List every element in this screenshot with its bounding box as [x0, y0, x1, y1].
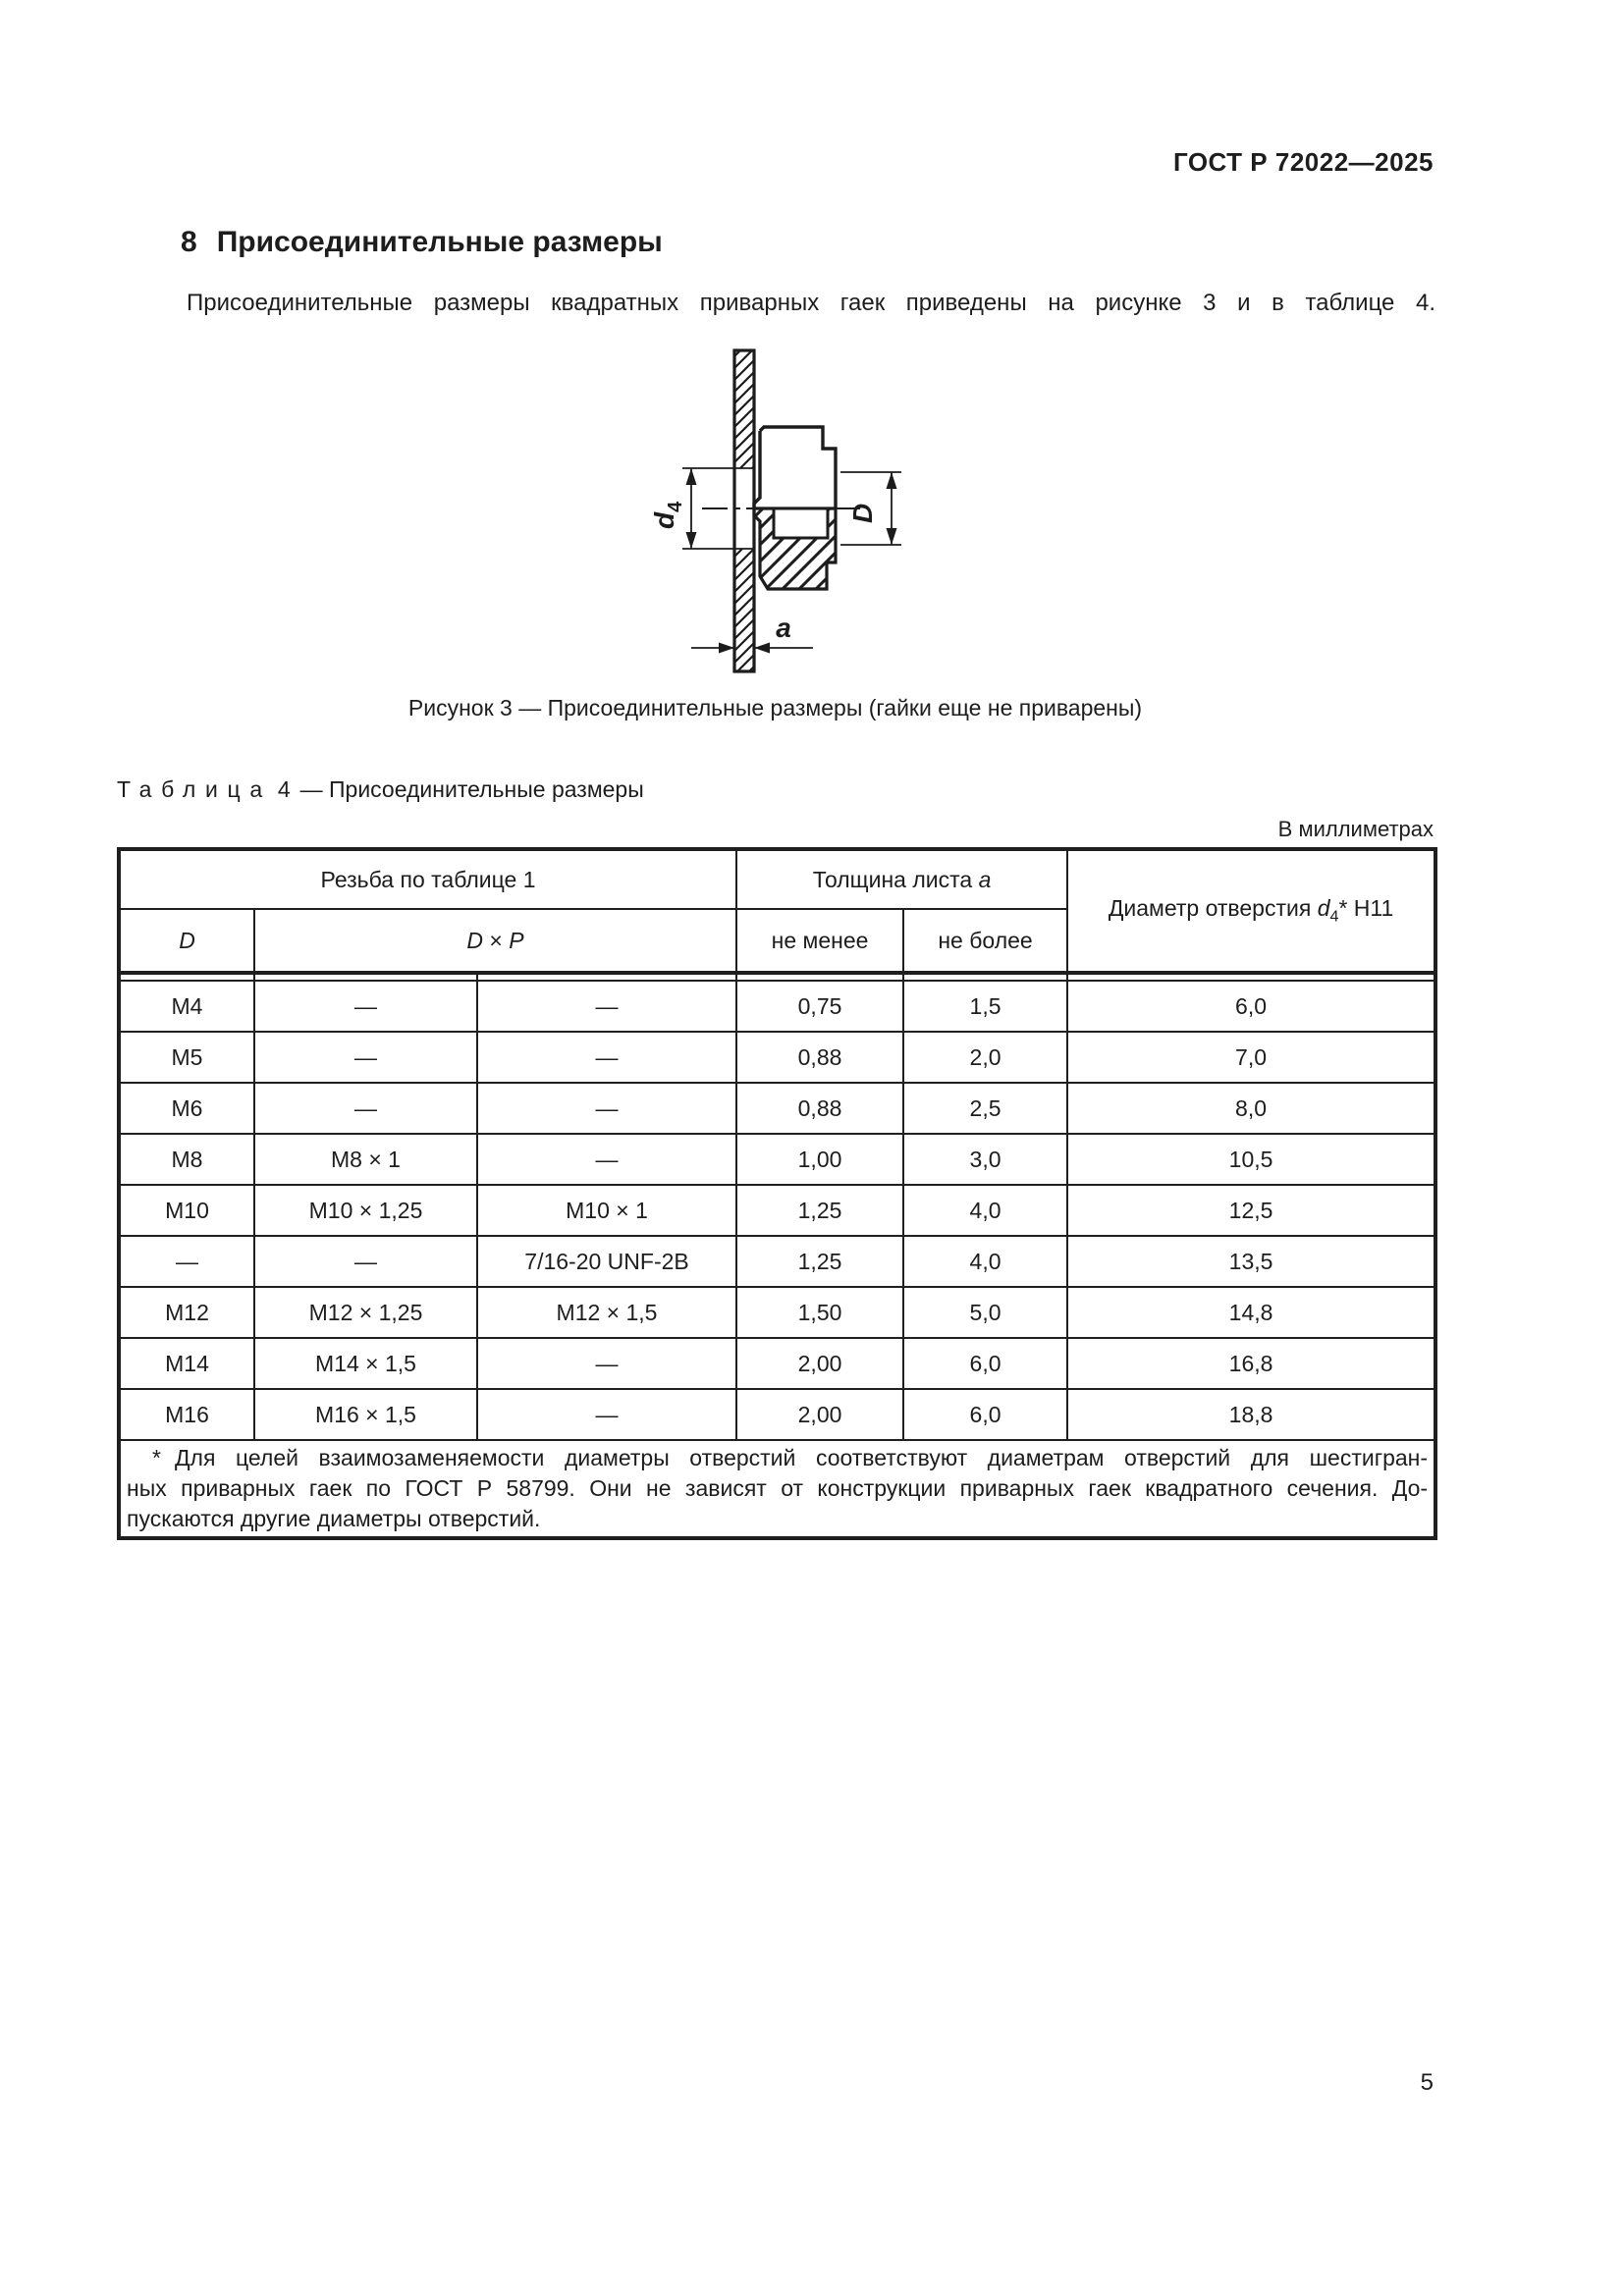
col-header-max: не более	[903, 909, 1067, 973]
label-D: D	[847, 503, 878, 523]
table-cell: —	[254, 1083, 477, 1134]
table-cell: M10 × 1,25	[254, 1185, 477, 1236]
table-cell: 7,0	[1067, 1032, 1435, 1083]
table-cell: —	[119, 1236, 254, 1287]
table-cell: 4,0	[903, 1185, 1067, 1236]
table-cell: —	[477, 1389, 736, 1440]
table-cell: —	[477, 1338, 736, 1389]
table-cell: M12 × 1,25	[254, 1287, 477, 1338]
table-cell: 2,5	[903, 1083, 1067, 1134]
table-cell: 13,5	[1067, 1236, 1435, 1287]
table-row	[119, 1236, 1435, 1287]
table-cell: —	[477, 1083, 736, 1134]
section-title: Присоединительные размеры	[216, 226, 663, 258]
table-cell: M10 × 1	[477, 1185, 736, 1236]
table-footnote	[119, 1440, 1435, 1538]
table-cell: —	[477, 1134, 736, 1185]
footnote-line: пускаются другие диаметры отверстий.	[127, 1506, 541, 1531]
units-note: В миллиметрах	[1277, 817, 1434, 841]
section-number: 8	[181, 226, 197, 258]
table-cell: 6,0	[903, 1389, 1067, 1440]
page-number: 5	[1420, 2069, 1434, 2096]
table-cell: —	[477, 1032, 736, 1083]
doc-code: ГОСТ Р 72022—2025	[1172, 147, 1434, 177]
nut-outline-upper	[754, 427, 836, 508]
table-row	[119, 1032, 1435, 1083]
table-row	[119, 1134, 1435, 1185]
table-cell: M12 × 1,5	[477, 1287, 736, 1338]
table-cell: 0,88	[736, 1032, 903, 1083]
table-cell: 2,00	[736, 1389, 903, 1440]
table-cell: 7/16-20 UNF-2B	[477, 1236, 736, 1287]
table-cell: 0,88	[736, 1083, 903, 1134]
table-cell: 6,0	[903, 1338, 1067, 1389]
table-cell: 3,0	[903, 1134, 1067, 1185]
table-row	[119, 1287, 1435, 1338]
d4-arrow-down	[686, 532, 697, 549]
label-d4: $d_4$	[649, 501, 686, 529]
table-cell: M14	[119, 1338, 254, 1389]
table-cell: M16 × 1,5	[254, 1389, 477, 1440]
col-header-hole-diameter: Диаметр отверстия $d_4*$ Н11	[1067, 849, 1435, 973]
table-row	[119, 1185, 1435, 1236]
table-cell: M8 × 1	[254, 1134, 477, 1185]
table-cell: 2,0	[903, 1032, 1067, 1083]
table-cell: M8	[119, 1134, 254, 1185]
lead-paragraph: Присоединительные размеры квадратных приварных гаек приведены на рисунке 3 и в таблице 4.	[187, 290, 1435, 316]
table-row	[119, 1083, 1435, 1134]
header-body-divider	[119, 973, 1435, 981]
table-cell: 6,0	[1067, 981, 1435, 1032]
table-cell: —	[254, 1236, 477, 1287]
table-row	[119, 981, 1435, 1032]
table-caption	[117, 776, 1434, 803]
plate-upper-hatch	[734, 350, 754, 468]
table-cell: M14 × 1,5	[254, 1338, 477, 1389]
table-cell: M5	[119, 1032, 254, 1083]
table-cell: —	[254, 1032, 477, 1083]
table-cell: 1,5	[903, 981, 1067, 1032]
table-caption-title: Присоединительные размеры	[329, 776, 644, 802]
footnote-asterisk: *	[152, 1445, 161, 1470]
table-cell: 1,25	[736, 1185, 903, 1236]
D-arrow-up	[887, 472, 897, 489]
table-cell: 1,25	[736, 1236, 903, 1287]
d4-arrow-up	[686, 468, 697, 485]
table-row	[119, 1338, 1435, 1389]
table-row	[119, 1389, 1435, 1440]
label-a: a	[776, 613, 791, 643]
table-cell: M4	[119, 981, 254, 1032]
table-cell: 1,00	[736, 1134, 903, 1185]
table-cell: 18,8	[1067, 1389, 1435, 1440]
footnote-line: ных приварных гаек по ГОСТ Р 58799. Они не зависят от конструкции приварных гаек квадратного сечения. До-	[127, 1475, 1429, 1501]
table-cell: 1,50	[736, 1287, 903, 1338]
table-cell: 2,00	[736, 1338, 903, 1389]
table-footnote-row	[119, 1440, 1435, 1538]
nut-bore	[774, 508, 828, 538]
a-arrow-right	[719, 643, 734, 654]
col-header-thread-group: Резьба по таблице 1	[119, 849, 736, 909]
col-header-thickness: Толщина листа a	[736, 849, 1067, 909]
table-cell: M6	[119, 1083, 254, 1134]
figure-3-drawing	[609, 329, 1070, 694]
col-header-d: D	[119, 909, 254, 973]
table-caption-dash: —	[299, 776, 323, 802]
weld-nut-section-drawing	[609, 329, 1070, 694]
table-cell: 5,0	[903, 1287, 1067, 1338]
table-cell: 16,8	[1067, 1338, 1435, 1389]
plate-lower-hatch	[734, 549, 754, 671]
col-header-min: не менее	[736, 909, 903, 973]
col-header-dxp: D × P	[254, 909, 736, 973]
footnote-line: * Для целей взаимозаменяемости диаметры отверстий соответствуют диаметрам отверстий для шестигран-	[152, 1445, 1429, 1470]
table-cell: 0,75	[736, 981, 903, 1032]
a-arrow-left	[754, 643, 770, 654]
table-cell: —	[254, 981, 477, 1032]
table-caption-number: 4	[277, 776, 291, 802]
table-cell: M10	[119, 1185, 254, 1236]
dimensions-table	[117, 847, 1437, 1540]
table-cell: 8,0	[1067, 1083, 1435, 1134]
table-cell: 14,8	[1067, 1287, 1435, 1338]
table-cell: M16	[119, 1389, 254, 1440]
table-cell: M12	[119, 1287, 254, 1338]
table-cell: 12,5	[1067, 1185, 1435, 1236]
table-cell: 4,0	[903, 1236, 1067, 1287]
table-cell: —	[477, 981, 736, 1032]
table-cell: 10,5	[1067, 1134, 1435, 1185]
table-caption-word: Таблица	[117, 776, 272, 802]
section-heading	[181, 226, 663, 259]
figure-caption: Рисунок 3 — Присоединительные размеры (гайки еще не приварены)	[407, 695, 1143, 721]
D-arrow-down	[887, 528, 897, 545]
